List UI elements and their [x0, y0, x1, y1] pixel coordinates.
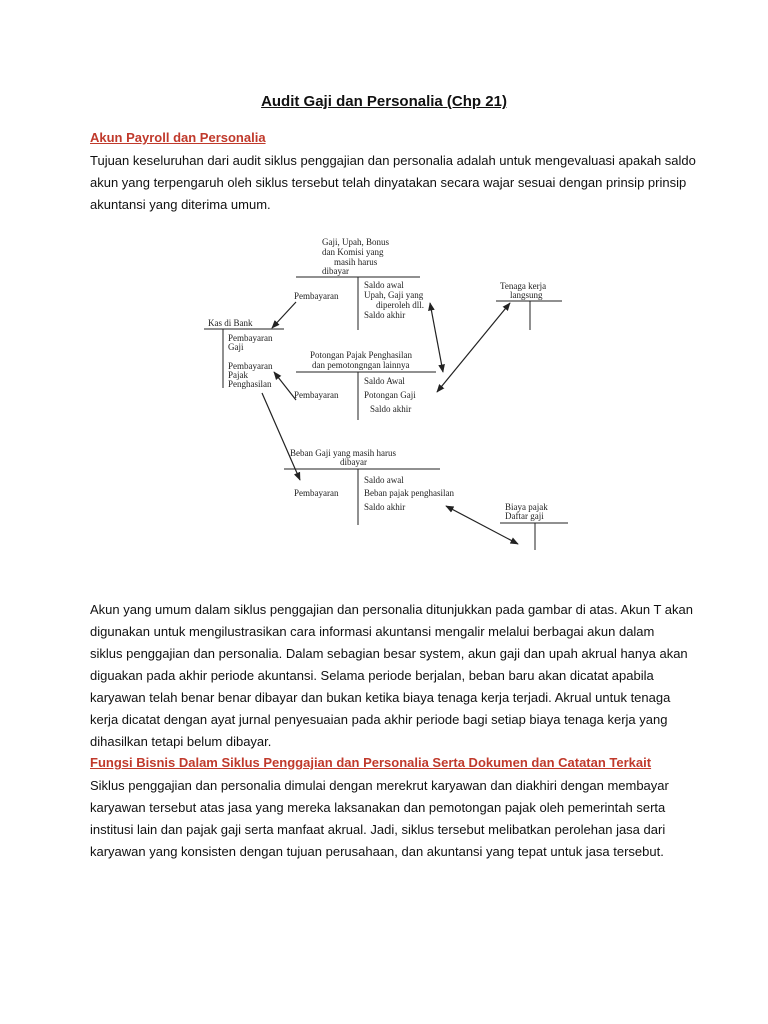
beban-right-entry: Beban pajak penghasilan [364, 488, 454, 498]
gaji-left-entry: Pembayaran [294, 291, 339, 301]
paragraph-line: Siklus penggajian dan personalia dimulai dengan merekrut karyawan dan diakhiri dengan membayar [90, 778, 669, 793]
gaji-title-line: dibayar [322, 266, 349, 276]
arrow-kas-to-beban [262, 393, 300, 480]
arrow-gaji-to-kas [272, 302, 296, 328]
potongan-left-entry: Pembayaran [294, 390, 339, 400]
t-account-beban-gaji [284, 448, 454, 525]
biaya-title-line: Biaya pajak [505, 502, 548, 512]
tenaga-title-line: Tenaga kerja [500, 281, 547, 291]
potongan-right-entry: Saldo Awal [364, 376, 405, 386]
t-account-kas-di-bank [204, 318, 284, 389]
gaji-right-entry: Upah, Gaji yang [364, 290, 424, 300]
paragraph-line: dihasilkan tetapi belum dibayar. [90, 734, 272, 749]
gaji-title-line: Gaji, Upah, Bonus [322, 237, 389, 247]
paragraph-line: diguakan pada akhir periode akuntansi. Selama periode berjalan, beban baru akan dicatat apabila [90, 668, 654, 683]
arrow-potongan-to-tenaga [437, 303, 510, 392]
page-title: Audit Gaji dan Personalia (Chp 21) [261, 93, 507, 110]
beban-left-entry: Pembayaran [294, 488, 339, 498]
tenaga-title-line: langsung [510, 290, 543, 300]
beban-title-line: dibayar [340, 457, 367, 467]
paragraph-line: akuntansi yang diterima umum. [90, 197, 271, 212]
paragraph-line: kerja dicatat dengan ayat jurnal penyesuaian pada akhir periode bagi setiap biaya tenaga kerja yang [90, 712, 668, 727]
paragraph-line: Akun yang umum dalam siklus penggajian dan personalia ditunjukkan pada gambar di atas. Akun T akan [90, 602, 693, 617]
beban-title-line: Beban Gaji yang masih harus [290, 448, 396, 458]
t-account-biaya-pajak [500, 502, 568, 550]
t-account-tenaga-kerja [496, 281, 562, 330]
section-heading-akun-payroll: Akun Payroll dan Personalia [90, 130, 266, 145]
arrow-gaji-to-potongan [430, 303, 443, 372]
potongan-right-entry: Potongan Gaji [364, 390, 416, 400]
gaji-right-entry: Saldo awal [364, 280, 404, 290]
section-paragraph-akun [90, 599, 693, 753]
beban-right-entry: Saldo akhir [364, 502, 406, 512]
gaji-right-entry: Saldo akhir [364, 310, 406, 320]
paragraph-line: institusi lain dan pajak gaji serta manfaat akrual. Jadi, siklus tersebut melibatkan perolehan jasa dari [90, 822, 666, 837]
gaji-title-line: dan Komisi yang [322, 247, 384, 257]
paragraph-line: siklus penggajian dan personalia. Dalam sebagian besar system, akun gaji dan upah akrual hanya akan [90, 646, 688, 661]
kas-right-entry: Pembayaran [228, 361, 273, 371]
paragraph-line: digunakan untuk mengilustrasikan cara informasi akuntansi mengalir melalui berbagai akun dalam [90, 624, 655, 639]
potongan-title-line: dan pemotongngan lainnya [312, 360, 410, 370]
section-heading-fungsi-bisnis: Fungsi Bisnis Dalam Siklus Penggajian dan Personalia Serta Dokumen dan Catatan Terkait [90, 755, 652, 770]
kas-right-entry: Pajak [228, 370, 248, 380]
paragraph-line: Tujuan keseluruhan dari audit siklus penggajian dan personalia adalah untuk mengevaluasi apakah saldo [90, 153, 696, 168]
kas-title: Kas di Bank [208, 318, 253, 328]
kas-right-entry: Pembayaran [228, 333, 273, 343]
section-paragraph-fungsi [90, 775, 680, 863]
t-account-potongan-pajak [294, 350, 436, 420]
biaya-title-line: Daftar gaji [505, 511, 544, 521]
kas-right-entry: Penghasilan [228, 379, 272, 389]
paragraph-line: karyawan telah benar benar dibayar dan bukan ketika biaya tenaga kerja terjadi. Akrual untuk tenaga [90, 690, 671, 705]
paragraph-line: karyawan tersebut atas jasa yang mereka laksanakan dan pemotongan pajak oleh pemerintah serta [90, 800, 666, 815]
arrow-potongan-to-kas [274, 372, 296, 400]
potongan-title-line: Potongan Pajak Penghasilan [310, 350, 412, 360]
t-account-gaji-upah [294, 237, 424, 330]
potongan-right-entry: Saldo akhir [370, 404, 412, 414]
paragraph-line: akun yang terpengaruh oleh siklus tersebut telah dinyatakan secara wajar sesuai dengan prinsip prinsip [90, 175, 687, 190]
paragraph-line: karyawan yang konsisten dengan tujuan perusahaan, dan akuntansi yang tepat untuk jasa tersebut. [90, 844, 664, 859]
kas-right-entry: Gaji [228, 342, 244, 352]
gaji-title-line: masih harus [334, 257, 378, 267]
gaji-right-entry: diperoleh dll. [376, 300, 424, 310]
beban-right-entry: Saldo awal [364, 475, 404, 485]
